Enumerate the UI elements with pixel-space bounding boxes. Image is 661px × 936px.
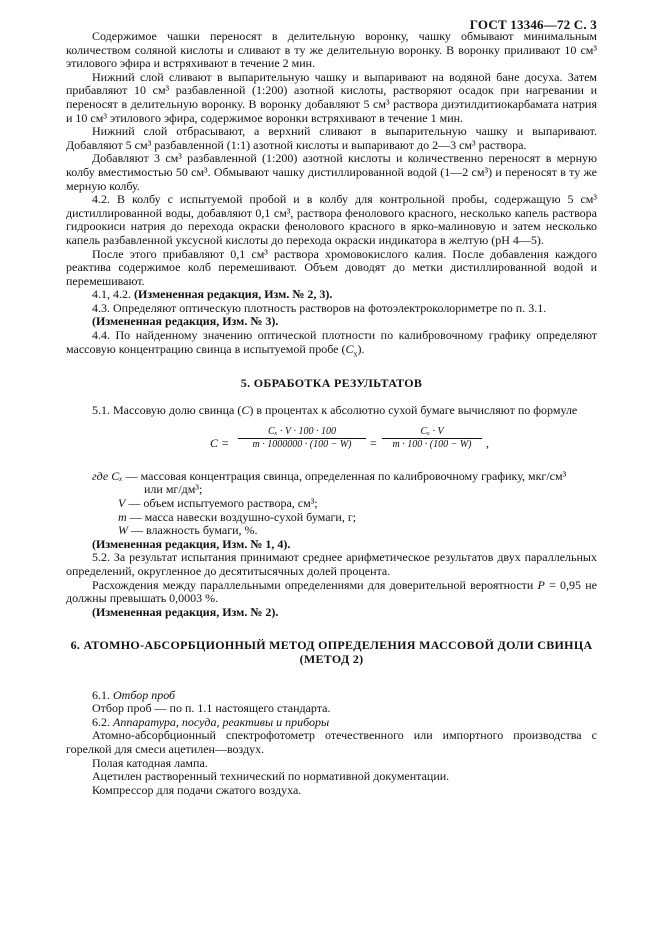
clause-number: 6.2. xyxy=(92,714,113,729)
denominator-1: m · 1000000 · (100 − W) xyxy=(238,438,366,451)
paragraph-5-2: 5.2. За результат испытания принимают среднее арифметическое результатов двух параллельных определений, округленное до десятитысячных долей процента. xyxy=(66,550,597,578)
text: 4.4. По найденному значению оптической плотности по калибровочному графику определяют массовую концентрацию свинца в испытуемой пробе ( xyxy=(66,328,597,356)
fraction-1 xyxy=(238,426,366,451)
symbol: m xyxy=(118,509,127,524)
formula-comma: , xyxy=(486,435,489,450)
amendment-note: (Измененная редакция, Изм. № 2). xyxy=(92,604,279,619)
amendment-note: (Измененная редакция, Изм. № 3). xyxy=(92,314,279,329)
page-header: ГОСТ 13346—72 С. 3 xyxy=(469,17,597,32)
list-item: Компрессор для подачи сжатого воздуха. xyxy=(92,782,302,797)
text: Расхождения между параллельными определениями для доверительной вероятности xyxy=(92,577,538,592)
definition-v xyxy=(66,497,597,511)
symbol: V xyxy=(118,496,126,511)
clause-ref: 4.1, 4.2. xyxy=(92,287,134,302)
fraction-2 xyxy=(382,426,482,451)
definition-m xyxy=(66,511,597,525)
definition-text: — масса навески воздушно-сухой бумаги, г; xyxy=(126,509,357,524)
list-item: Полая катодная лампа. xyxy=(92,755,208,770)
definition-cx xyxy=(66,470,597,484)
clause-heading: Отбор проб xyxy=(113,687,176,702)
formula xyxy=(66,424,597,464)
document-body xyxy=(66,16,597,797)
symbol-c: C xyxy=(241,403,250,418)
definition-text: или мг/дм³; xyxy=(144,482,203,497)
list-item: Ацетилен растворенный технический по нормативной документации. xyxy=(92,769,450,784)
symbol: W xyxy=(118,523,128,538)
amendment-note xyxy=(66,288,597,302)
paragraph-5-1 xyxy=(66,404,597,418)
paragraph: Нижний слой отбрасывают, а верхний сливают в выпарительную чашку и выпаривают. Добавляют 5 см³ разбавленной (1:1) азотной кислоты и выпаривают до 2—3 см³ раствора. xyxy=(66,124,597,152)
paragraph: После этого прибавляют 0,1 см³ раствора хромовокислого калия. После добавления каждого реактива содержимое колб перемешивают. Объем доводят до метки дистиллированной водой и перемешивают. xyxy=(66,246,597,288)
paragraph xyxy=(66,579,597,606)
formula-lhs: C = xyxy=(210,435,230,450)
amendment-bold: (Измененная редакция, Изм. № 2, 3). xyxy=(134,287,333,302)
text: 5.1. Массовую долю свинца ( xyxy=(92,403,242,418)
variable-definitions xyxy=(66,470,597,538)
equals-sign: = xyxy=(370,435,377,450)
text: ) в процентах к абсолютно сухой бумаге вычисляют по формуле xyxy=(249,403,578,418)
numerator-2: Cₓ · V xyxy=(420,425,444,437)
paragraph: Добавляют 3 см³ разбавленной (1:200) азотной кислоты и количественно переносят в мерную колбу вместимостью 50 см³. Обмывают чашку дистиллированной водой (1—2 см³) и переносят в ту же мерную колбу. xyxy=(66,151,597,193)
subscript: x xyxy=(353,349,358,359)
paragraph-6-2 xyxy=(66,716,597,730)
definition-text: — объем испытуемого раствора, см³; xyxy=(125,496,318,511)
paragraph-4-3: 4.3. Определяют оптическую плотность растворов на фотоэлектроколориметре по п. 3.1. xyxy=(92,300,547,315)
clause-number: 6.1. xyxy=(92,687,113,702)
definition-text: — массовая концентрация свинца, определенная по калибровочному графику, мкг/см³ xyxy=(122,468,567,483)
list-item: Атомно-абсорбционный спектрофотометр отечественного или импортного производства с горелкой для смеси ацетилен—воздух. xyxy=(66,728,597,756)
symbol-c: C xyxy=(345,341,354,356)
paragraph-4-2: 4.2. В колбу с испытуемой пробой и в колбу для контрольной пробы, содержащую 5 см³ дистиллированной воды, добавляют 0,1 см³, раствора фенолового красного, несколько капель раствора гидроокиси натрия до перехода окраски фенолового красного в ярко-малиновую и затем несколько капель разбавленной уксусной кислоты до перехода окраски индикатора в желтую (рН 4—5). xyxy=(66,192,597,247)
paragraph: Содержимое чашки переносят в делительную воронку, чашку обмывают минимальным количеством соляной кислоты и сливают в ту же делительную воронку. В воронку приливают 10 см³ этилового эфира и встряхивают в течение 2 мин. xyxy=(66,29,597,71)
definition-cont xyxy=(66,483,597,497)
text: ). xyxy=(357,341,365,356)
paragraph-6-1 xyxy=(66,689,597,703)
section-5-title: 5. ОБРАБОТКА РЕЗУЛЬТАТОВ xyxy=(240,375,423,390)
section-6-title xyxy=(66,639,597,666)
amendment-note: (Измененная редакция, Изм. № 1, 4). xyxy=(92,536,291,551)
section-6-title-line1: 6. АТОМНО-АБСОРБЦИОННЫЙ МЕТОД ОПРЕДЕЛЕНИЯ МАССОВОЙ ДОЛИ СВИНЦА xyxy=(70,638,593,653)
numerator-1: Cₓ · V · 100 · 100 xyxy=(268,425,336,437)
text: = 0,95 не должны превышать 0,0003 %. xyxy=(66,577,597,606)
paragraph: Нижний слой сливают в выпарительную чашку и выпаривают на водяной бане досуха. Затем прибавляют 10 см³ разбавленной (1:200) азотной кислоты, растворяют осадок при нагревании и переносят в делительную воронку. В воронку добавляют 5 см³ раствора диэтилдитиокарбамата натрия и 10 см³ этилового эфира, содержимое воронки встряхивают в течение 1 мин. xyxy=(66,69,597,125)
symbol-p: P xyxy=(537,577,545,592)
denominator-2: m · 100 · (100 − W) xyxy=(382,438,482,451)
definition-w xyxy=(66,524,597,538)
section-6-title-line2: (МЕТОД 2) xyxy=(299,651,364,666)
clause-heading: Аппаратура, посуда, реактивы и приборы xyxy=(113,714,330,729)
paragraph-4-4 xyxy=(66,329,597,361)
paragraph: Отбор проб — по п. 1.1 настоящего стандарта. xyxy=(92,701,331,716)
symbol: где Cₓ xyxy=(92,468,123,483)
definition-text: — влажность бумаги, %. xyxy=(128,523,258,538)
